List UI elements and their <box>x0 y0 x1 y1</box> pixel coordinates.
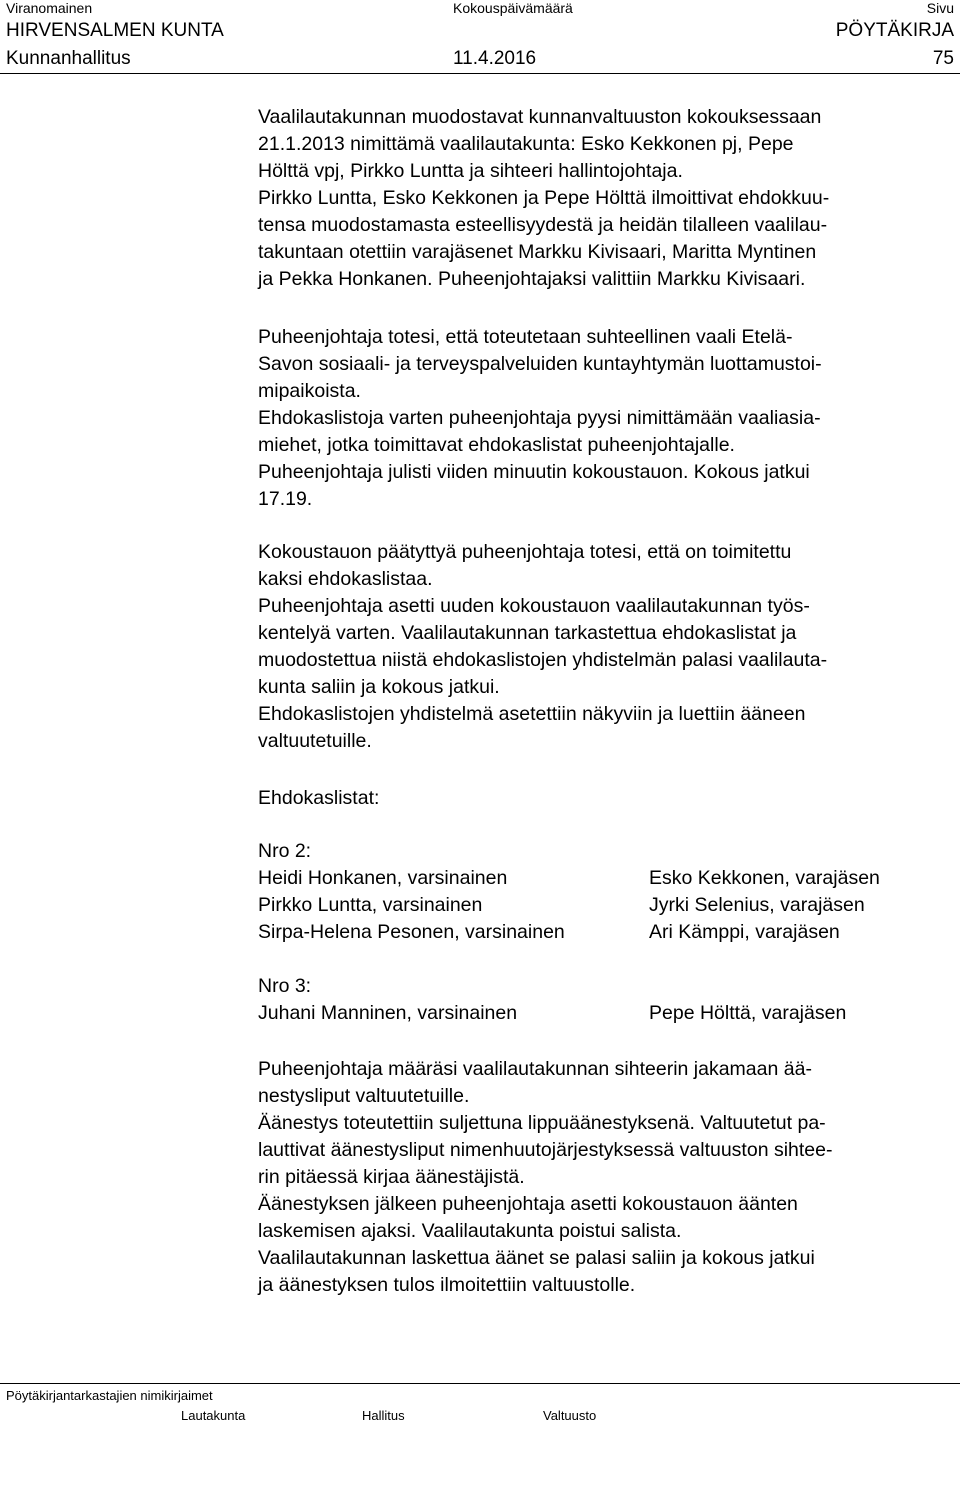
list-title: Nro 3: <box>258 975 312 997</box>
document-type: PÖYTÄKIRJA <box>835 20 954 41</box>
list-item-right: Esko Kekkonen, varajäsen <box>649 867 880 889</box>
sivu-label: Sivu <box>926 0 954 16</box>
page-number: 75 <box>932 48 954 69</box>
hallitus-label: Hallitus <box>362 1408 405 1423</box>
list-title: Nro 2: <box>258 840 312 862</box>
organization-name: HIRVENSALMEN KUNTA <box>6 20 224 41</box>
paragraph-1 <box>258 104 948 293</box>
body-name: Kunnanhallitus <box>6 48 131 69</box>
paragraph-3 <box>258 539 948 755</box>
initials-label: Pöytäkirjantarkastajien nimikirjaimet <box>6 1388 213 1403</box>
paragraph-text: Puheenjohtaja totesi, että toteutetaan suhteellinen vaali Etelä- Savon sosiaali- ja terveyspalveluiden kuntayhtymän luottamustoi- mipaikoista. Ehdokaslistoja varten puheenjohtaja pyysi nimittämään vaaliasia- miehet, jotka toimittavat ehdokaslistat puheenjohtajalle. Puheenjohtaja julisti viiden minuutin kokoustauon. Kokous jatkui 17.19. <box>258 326 822 510</box>
meeting-date: 11.4.2016 <box>453 48 537 69</box>
list-item-right: Ari Kämppi, varajäsen <box>649 921 840 943</box>
list-item-left: Sirpa-Helena Pesonen, varsinainen <box>258 921 565 943</box>
closing-paragraph <box>258 1056 948 1299</box>
footer-divider <box>0 1383 960 1384</box>
valtuusto-label: Valtuusto <box>543 1408 597 1423</box>
ehdokaslistat-heading <box>258 785 948 812</box>
viranomainen-label: Viranomainen <box>6 0 93 16</box>
paragraph-2 <box>258 324 948 513</box>
list-item-left: Pirkko Luntta, varsinainen <box>258 894 483 916</box>
lautakunta-label: Lautakunta <box>181 1408 246 1423</box>
list-item-right: Jyrki Selenius, varajäsen <box>649 894 865 916</box>
paragraph-text: Ehdokaslistat: <box>258 787 380 809</box>
kokouspaiva-label: Kokouspäivämäärä <box>453 0 573 16</box>
list-item-right: Pepe Hölttä, varajäsen <box>649 1002 847 1024</box>
paragraph-text: Vaalilautakunnan muodostavat kunnanvaltuuston kokouksessaan 21.1.2013 nimittämä vaalilautakunta: Esko Kekkonen pj, Pepe Hölttä vpj, Pirkko Luntta ja sihteeri hallintojohtaja. Pirkko Luntta, Esko Kekkonen ja Pepe Hölttä ilmoittivat ehdokkuu- tensa muodostamasta esteellisyydestä ja heidän tilalleen vaalilau- takuntaan otettiin varajäsenet Markku Kivisaari, Maritta Myntinen ja Pekka Honkanen. Puheenjohtajaksi valittiin Markku Kivisaari. <box>258 106 830 290</box>
paragraph-text: Puheenjohtaja määräsi vaalilautakunnan sihteerin jakamaan ää- nestysliput valtuutetuille. Äänestys toteutettiin suljettuna lippuäänestyksenä. Valtuutetut pa- lauttivat äänestysliput nimenhuutojärjestyksessä valtuuston sihtee- rin pitäessä kirjaa äänestäjistä. Äänestyksen jälkeen puheenjohtaja asetti kokoustauon äänten laskemisen ajaksi. Vaalilautakunta poistui salista. Vaalilautakunnan laskettua äänet se palasi saliin ja kokous jatkui ja äänestyksen tulos ilmoitettiin valtuustolle. <box>258 1058 833 1296</box>
paragraph-text: Kokoustauon päätyttyä puheenjohtaja totesi, että on toimitettu kaksi ehdokaslistaa. Puheenjohtaja asetti uuden kokoustauon vaalilautakunnan työs- kentelyä varten. Vaalilautakunnan tarkastettua ehdokaslistat ja muodostettua niistä ehdokaslistojen yhdistelmän palasi vaalilauta- kunta saliin ja kokous jatkui. Ehdokaslistojen yhdistelmä asetettiin näkyviin ja luettiin ääneen valtuutetuille. <box>258 541 828 752</box>
list-item-left: Juhani Manninen, varsinainen <box>258 1002 518 1024</box>
list-item-left: Heidi Honkanen, varsinainen <box>258 867 508 889</box>
header-divider <box>0 73 960 74</box>
